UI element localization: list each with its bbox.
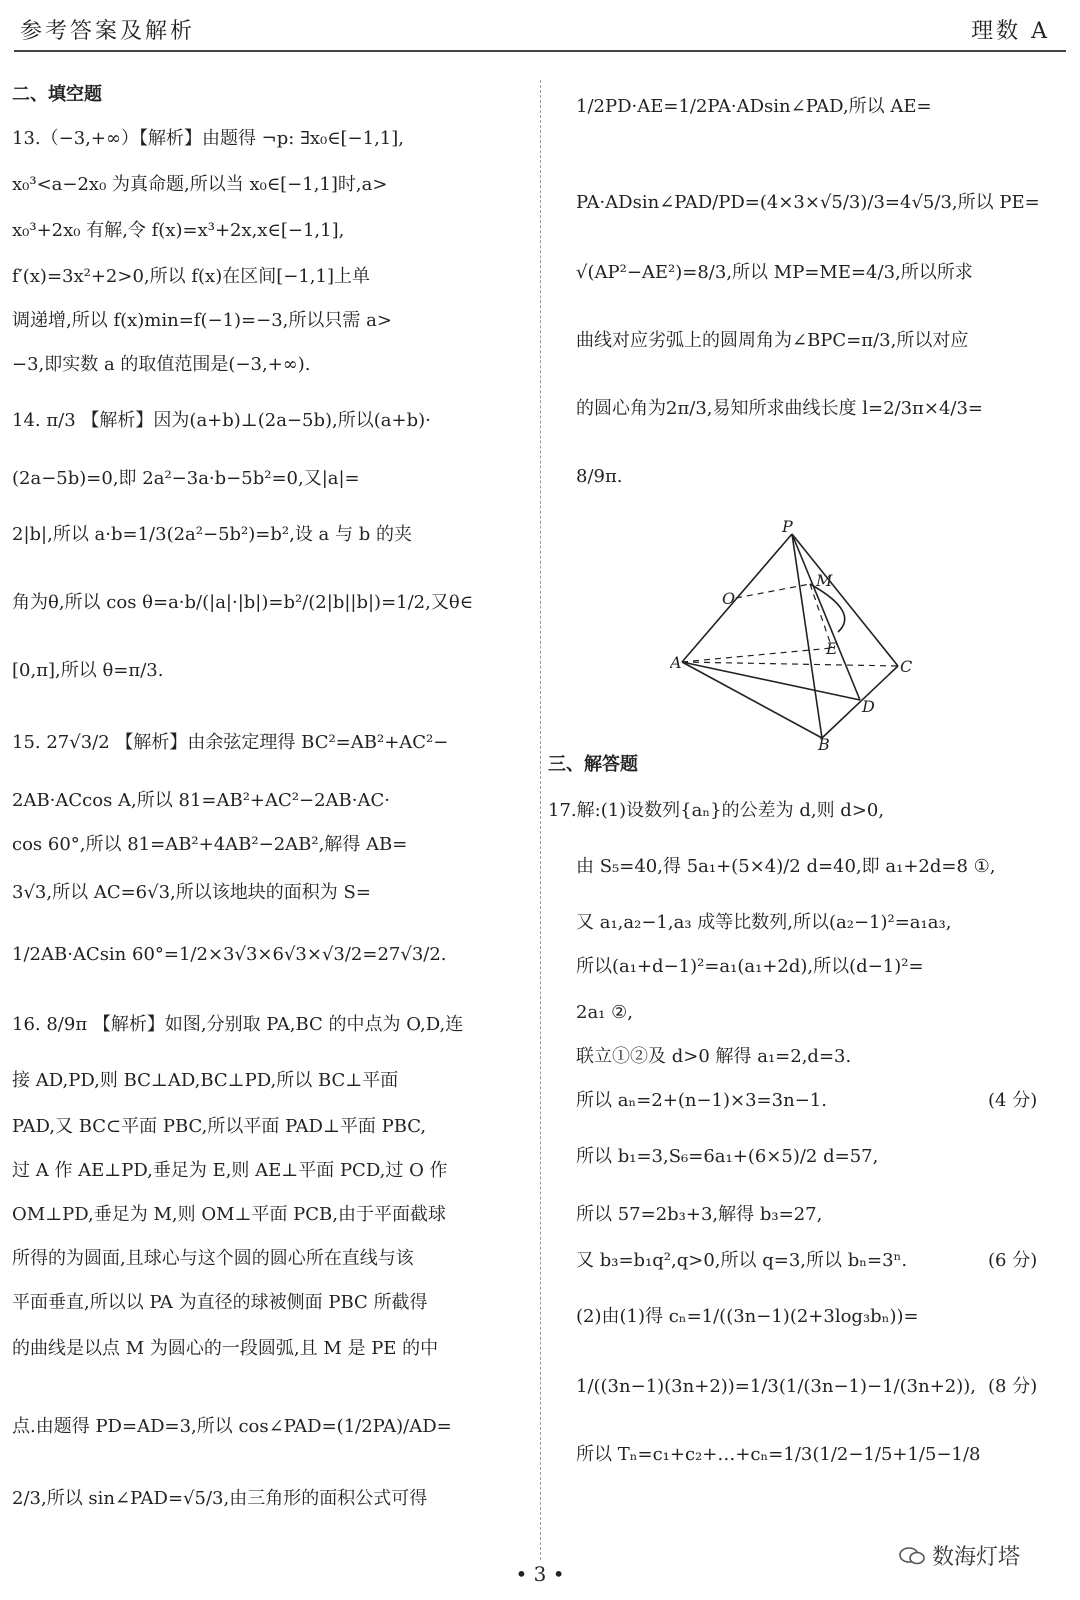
text-line: 联立①②及 d>0 解得 a₁=2,d=3.	[576, 1046, 852, 1067]
text-line: 接 AD,PD,则 BC⊥AD,BC⊥PD,所以 BC⊥平面	[12, 1070, 399, 1091]
text-line: 平面垂直,所以以 PA 为直径的球被侧面 PBC 所截得	[12, 1292, 428, 1313]
text-line: 15. 27√3/2 【解析】由余弦定理得 BC²=AB²+AC²−	[12, 732, 449, 753]
text-line: 过 A 作 AE⊥PD,垂足为 E,则 AE⊥平面 PCD,过 O 作	[12, 1160, 448, 1181]
text-line: 2|b|,所以 a·b=1/3(2a²−5b²)=b²,设 a 与 b 的夹	[12, 524, 412, 545]
score-8: (8 分)	[988, 1376, 1038, 1397]
text-line: 8/9π.	[576, 466, 623, 487]
score-4: (4 分)	[988, 1090, 1038, 1111]
text-line: 1/2PD·AE=1/2PA·ADsin∠PAD,所以 AE=	[576, 96, 932, 117]
label-E: E	[826, 639, 838, 658]
text-line: 所以 57=2b₃+3,解得 b₃=27,	[576, 1204, 823, 1225]
text-line: 1/((3n−1)(3n+2))=1/3(1/(3n−1)−1/(3n+2)),	[576, 1376, 976, 1397]
label-D: D	[862, 697, 875, 716]
text-line: (2a−5b)=0,即 2a²−3a·b−5b²=0,又|a|=	[12, 468, 360, 489]
label-C: C	[900, 657, 913, 676]
label-M: M	[816, 571, 833, 590]
edge-AD	[682, 662, 860, 700]
text-line: 所以 Tₙ=c₁+c₂+…+cₙ=1/3(1/2−1/5+1/5−1/8	[576, 1444, 981, 1465]
text-line: 1/2AB·ACsin 60°=1/2×3√3×6√3×√3/2=27√3/2.	[12, 944, 447, 965]
text-line: (2)由(1)得 cₙ=1/((3n−1)(2+3log₃bₙ))=	[576, 1306, 919, 1327]
watermark-text: 数海灯塔	[931, 1545, 1020, 1570]
text-line: x₀³<a−2x₀ 为真命题,所以当 x₀∈[−1,1]时,a>	[12, 174, 388, 195]
text-line: 13.（−3,+∞）【解析】由题得 ¬p: ∃x₀∈[−1,1],	[12, 128, 404, 149]
text-line: 的曲线是以点 M 为圆心的一段圆弧,且 M 是 PE 的中	[12, 1338, 439, 1359]
edge-PD	[792, 534, 860, 700]
text-line: √(AP²−AE²)=8/3,所以 MP=ME=4/3,所以所求	[576, 262, 973, 283]
page-number: • 3 •	[515, 1562, 565, 1586]
edge-AC-hidden	[682, 662, 898, 666]
text-line: 调递增,所以 f(x)min=f(−1)=−3,所以只需 a>	[12, 310, 392, 331]
text-line: 所得的为圆面,且球心与这个圆的圆心所在直线与该	[12, 1248, 414, 1269]
text-line: 2a₁ ②,	[576, 1002, 633, 1023]
text-line: PAD,又 BC⊂平面 PBC,所以平面 PAD⊥平面 PBC,	[12, 1116, 427, 1137]
text-line: 2/3,所以 sin∠PAD=√5/3,由三角形的面积公式可得	[12, 1488, 428, 1509]
text-line: 17.解:(1)设数列{aₙ}的公差为 d,则 d>0,	[548, 800, 885, 821]
section-title-fill: 二、填空题	[12, 84, 102, 105]
text-line: 点.由题得 PD=AD=3,所以 cos∠PAD=(1/2PA)/AD=	[12, 1416, 452, 1437]
text-line: 3√3,所以 AC=6√3,所以该地块的面积为 S=	[12, 882, 371, 903]
text-line: 又 a₁,a₂−1,a₃ 成等比数列,所以(a₂−1)²=a₁a₃,	[576, 912, 952, 933]
column-divider	[540, 80, 541, 1560]
text-line: cos 60°,所以 81=AB²+4AB²−2AB²,解得 AB=	[12, 834, 408, 855]
header-subject: 理数 A	[971, 19, 1050, 44]
text-line: 所以 aₙ=2+(n−1)×3=3n−1.	[576, 1090, 827, 1111]
text-line: [0,π],所以 θ=π/3.	[12, 660, 164, 681]
text-line: 2AB·ACcos A,所以 81=AB²+AC²−2AB·AC·	[12, 790, 390, 811]
header-rule	[14, 50, 1066, 52]
tetrahedron-figure	[670, 520, 930, 750]
text-line: OM⊥PD,垂足为 M,则 OM⊥平面 PCB,由于平面截球	[12, 1204, 447, 1225]
header-title: 参考答案及解析	[20, 19, 196, 44]
text-line: 14. π/3 【解析】因为(a+b)⊥(2a−5b),所以(a+b)·	[12, 410, 431, 431]
text-line: −3,即实数 a 的取值范围是(−3,+∞).	[12, 354, 311, 375]
text-line: x₀³+2x₀ 有解,令 f(x)=x³+2x,x∈[−1,1],	[12, 220, 345, 241]
text-line: 由 S₅=40,得 5a₁+(5×4)/2 d=40,即 a₁+2d=8 ①,	[576, 856, 996, 877]
section-title-solve: 三、解答题	[548, 754, 638, 775]
text-line: 又 b₃=b₁q²,q>0,所以 q=3,所以 bₙ=3ⁿ.	[576, 1250, 908, 1271]
text-line: f′(x)=3x²+2>0,所以 f(x)在区间[−1,1]上单	[12, 266, 370, 287]
text-line: 角为θ,所以 cos θ=a·b/(|a|·|b|)=b²/(2|b||b|)=1/2,又θ∈	[12, 592, 474, 613]
edge-AB	[682, 662, 822, 738]
page-header	[0, 0, 1080, 55]
text-line: 曲线对应劣弧上的圆周角为∠BPC=π/3,所以对应	[576, 330, 969, 351]
label-O: O	[722, 589, 736, 608]
text-line: 所以 b₁=3,S₆=6a₁+(6×5)/2 d=57,	[576, 1146, 879, 1167]
text-line: 所以(a₁+d−1)²=a₁(a₁+2d),所以(d−1)²=	[576, 956, 924, 977]
label-A: A	[670, 653, 682, 672]
label-B: B	[818, 735, 830, 750]
label-P: P	[782, 520, 793, 536]
score-6: (6 分)	[988, 1250, 1038, 1271]
text-line: 16. 8/9π 【解析】如图,分别取 PA,BC 的中点为 O,D,连	[12, 1014, 464, 1035]
text-line: 的圆心角为2π/3,易知所求曲线长度 l=2/3π×4/3=	[576, 398, 984, 419]
text-line: PA·ADsin∠PAD/PD=(4×3×√5/3)/3=4√5/3,所以 PE=	[576, 192, 1040, 213]
edge-CB	[822, 666, 898, 738]
